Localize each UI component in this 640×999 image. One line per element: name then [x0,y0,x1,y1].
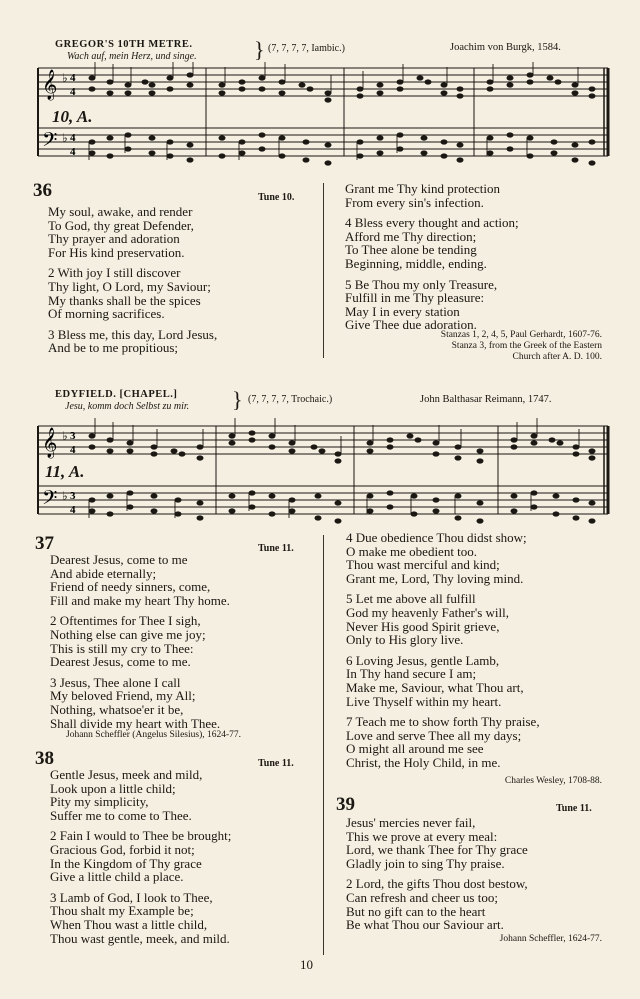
hymn-number: 37 [35,533,54,554]
verse-line: For His kind preservation. [48,244,185,260]
verse-line: God my heavenly Father's will, [346,604,510,620]
verse-line: Give Thee due adoration. [345,317,477,333]
hymn-38-column [50,768,231,945]
svg-text:♭: ♭ [62,131,68,145]
verse-line: O make me obedient too. [346,543,478,559]
verse-line: Fill and make my heart Thy home. [50,592,230,608]
svg-text:𝄞: 𝄞 [42,70,58,100]
svg-text:𝄞: 𝄞 [42,428,58,458]
verse-line: Gracious God, forbid it not; [50,841,195,857]
svg-text:♭: ♭ [62,71,68,85]
hymn-37-attribution: Johann Scheffler (Angelus Silesius), 1624-77. [66,730,242,740]
verse-line: 7 Teach me to show forth Thy praise, [346,714,540,730]
verse-line: Only to His glory live. [346,632,464,648]
verse-line: 4 Due obedience Thou didst show; [346,530,527,545]
hymn-39-attribution: Johann Scheffler, 1624-77. [499,934,602,944]
verse-line: 6 Loving Jesus, gentle Lamb, [346,652,500,668]
tune-label: 11, A. [45,462,85,481]
verse-line: 3 Lamb of God, I look to Thee, [50,889,213,905]
svg-text:4: 4 [70,132,76,144]
verse-line: From every sin's infection. [345,194,484,210]
verse-line: Love and serve Thee all my days; [346,727,522,743]
column-divider [323,535,324,955]
verse-line: Friend of needy sinners, come, [50,579,211,595]
attribution-line: Stanzas 1, 2, 4, 5, Paul Gerhardt, 1607-76. [440,330,602,340]
svg-text:4: 4 [70,72,76,84]
verse-line: And be to me propitious; [48,340,178,356]
tune-header-1 [55,39,197,63]
verse-line: Shall divide my heart with Thee. [50,715,221,731]
verse-line: 2 With joy I still discover [48,265,181,281]
verse-line: Gentle Jesus, meek and mild, [50,767,203,782]
svg-text:4: 4 [70,86,76,98]
verse-line: May I in every station [345,303,460,319]
tune-german-title: Wach auf, mein Herz, und singe. [67,51,197,62]
svg-text:𝄢: 𝄢 [42,486,58,514]
verse-line: This is still my cry to Thee: [50,640,194,656]
verse-line: Give a little child a place. [50,869,184,885]
verse-line: To Thee alone be tending [345,242,477,258]
tune-name: GREGOR'S 10TH METRE. [55,39,193,50]
verse-line: In the Kingdom of Thy grace [50,855,202,871]
verse-line: Thou wast merciful and kind; [346,557,500,573]
tune-header-2 [55,389,189,413]
verse-line: Thy light, O Lord, my Saviour; [48,278,211,294]
svg-text:3: 3 [70,490,76,502]
verse-line: Dearest Jesus, come to me [50,552,188,567]
tune-composer: John Balthasar Reimann, 1747. [420,394,552,405]
verse-line: Dearest Jesus, come to me. [50,654,191,670]
hymn-tune: Tune 11. [258,758,294,769]
music-score-1 [30,62,615,177]
verse-line: 5 Let me above all fulfill [346,591,476,607]
brace: } [254,37,265,62]
verse-line: Grant me Thy kind protection [345,181,501,196]
verse-line: Of morning sacrifices. [48,306,165,322]
hymn-number: 36 [33,180,52,201]
svg-text:𝄢: 𝄢 [42,128,58,156]
hymn-36-right-column [345,182,519,332]
verse-line: Thou wast gentle, meek, and mild. [50,930,230,946]
verse-line: My soul, awake, and render [48,204,193,219]
verse-line: Nothing else can give me joy; [50,626,206,642]
verse-line: 3 Jesus, Thee alone I call [50,674,181,690]
svg-text:4: 4 [70,504,76,516]
hymn-36-attribution [441,330,602,363]
svg-text:♭: ♭ [62,429,68,443]
page-number: 10 [300,957,313,972]
music-score-2 [30,414,615,529]
verse-line: Grant me, Lord, Thy loving mind. [346,570,524,586]
verse-line: Lord, we thank Thee for Thy grace [346,842,528,858]
verse-line: Suffer me to come to Thee. [50,807,192,823]
verse-line: Can refresh and cheer us too; [346,889,498,905]
verse-line: This we prove at every meal: [346,828,498,844]
verse-line: Live Thyself within my heart. [346,693,502,709]
verse-line: Make me, Saviour, what Thou art, [346,679,524,695]
verse-line: Thou shalt my Example be; [50,903,194,919]
verse-line: 2 Fain I would to Thee be brought; [50,828,232,844]
verse-line: 2 Lord, the gifts Thou dost bestow, [346,876,528,892]
verse-line: Look upon a little child; [50,780,176,796]
tune-meter: (7, 7, 7, 7, Iambic.) [268,43,345,54]
hymn-37-right-column [346,531,540,770]
verse-line: But no gift can to the heart [346,903,486,919]
verse-line: Be what Thou our Saviour art. [346,917,504,933]
tune-label: 10, A. [52,107,93,126]
verse-line: Afford me Thy direction; [345,228,477,244]
hymn-tune: Tune 11. [258,543,294,554]
attribution-line: Church after A. D. 100. [512,352,602,362]
verse-line: Beginning, middle, ending. [345,255,487,271]
verse-line: Jesus' mercies never fail, [346,815,476,830]
hymn-39-column [346,816,528,932]
hymn-tune: Tune 11. [556,803,592,814]
svg-text:♭: ♭ [62,489,68,503]
verse-line: 5 Be Thou my only Treasure, [345,276,498,292]
verse-line: Fulfill in me Thy pleasure: [345,290,485,306]
verse-line: To God, thy great Defender, [48,217,194,233]
verse-line: Pity my simplicity, [50,794,149,810]
verse-line: Nothing, whatsoe'er it be, [50,701,184,717]
verse-line: 4 Bless every thought and action; [345,215,519,231]
svg-text:3: 3 [70,430,76,442]
tune-meter: (7, 7, 7, 7, Trochaic.) [248,394,333,405]
hymn-37-right-attribution: Charles Wesley, 1708-88. [504,776,602,786]
verse-line: And abide eternally; [50,565,157,581]
brace: } [232,387,243,412]
hymn-36-left-column [48,205,217,362]
verse-line: My beloved Friend, my All; [50,688,196,704]
verse-line: Christ, the Holy Child, in me. [346,754,501,770]
tune-name: EDYFIELD. [CHAPEL.] [55,389,178,400]
hymn-number: 38 [35,748,54,769]
verse-line: When Thou wast a little child, [50,916,208,932]
hymn-37-left-column [50,553,230,730]
verse-line: Thy prayer and adoration [48,231,180,247]
verse-line: My thanks shall be the spices [48,292,201,308]
verse-line: O might all around me see [346,741,484,757]
attribution-line: Stanza 3, from the Greek of the Eastern [451,341,602,351]
tune-composer: Joachim von Burgk, 1584. [450,42,561,53]
hymn-tune: Tune 10. [258,192,295,203]
tune-german-title: Jesu, komm doch Selbst zu mir. [65,401,190,412]
verse-line: 3 Bless me, this day, Lord Jesus, [48,326,218,342]
svg-text:4: 4 [70,146,76,158]
svg-text:4: 4 [70,444,76,456]
verse-line: 2 Oftentimes for Thee I sigh, [50,613,201,629]
column-divider [323,183,324,358]
verse-line: In Thy hand secure I am; [346,666,477,682]
verse-line: Gladly join to sing Thy praise. [346,855,505,871]
verse-line: Never His good Spirit grieve, [346,618,500,634]
hymn-number: 39 [336,794,355,815]
